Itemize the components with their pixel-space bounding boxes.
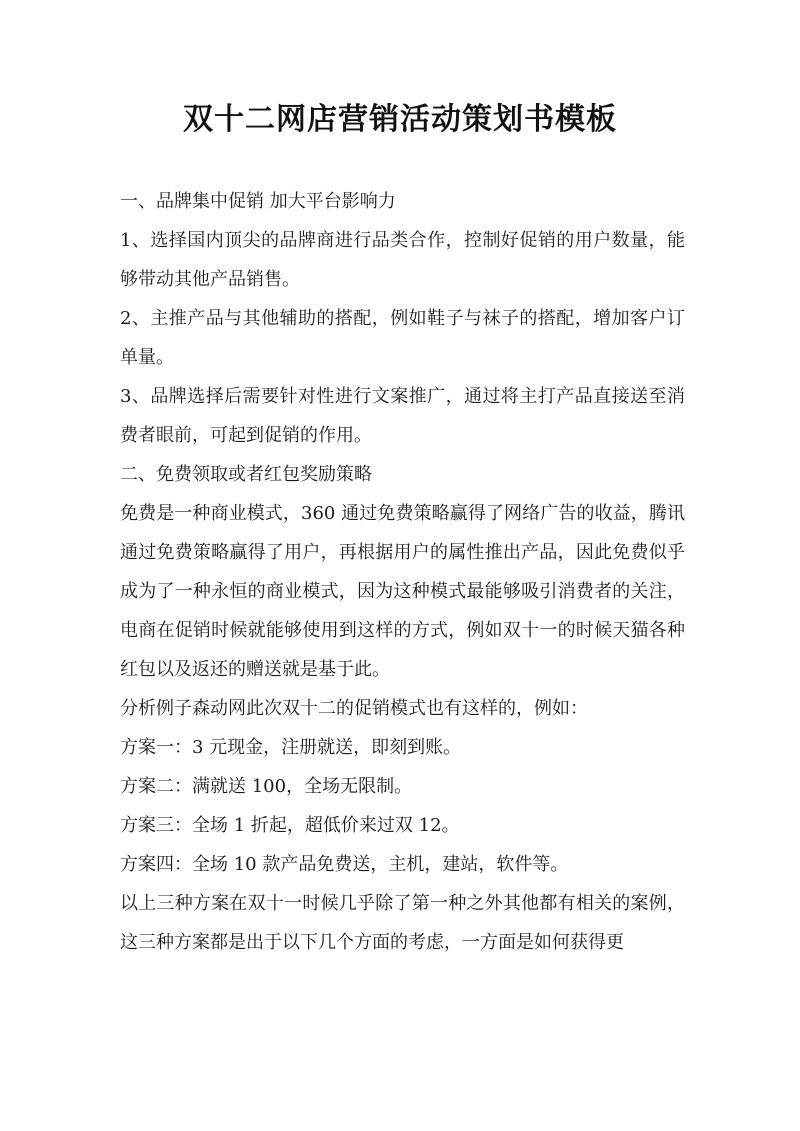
plan-item: 方案四：全场 10 款产品免费送，主机，建站，软件等。 [120, 854, 569, 875]
section-heading-1: 一、品牌集中促销 加大平台影响力 [120, 191, 396, 212]
document-body [120, 182, 685, 962]
paragraph: 以上三种方案在双十一时候几乎除了第一种之外其他都有相关的案例，这三种方案都是出于以下几个方面的考虑，一方面是如何获得更 [120, 893, 685, 953]
paragraph: 3、品牌选择后需要针对性进行文案推广，通过将主打产品直接送至消费者眼前，可起到促销的作用。 [120, 386, 685, 446]
plan-item: 方案二：满就送 100，全场无限制。 [120, 776, 413, 797]
section-heading-2: 二、免费领取或者红包奖励策略 [120, 464, 372, 485]
document-title: 双十二网店营销活动策划书模板 [183, 102, 617, 137]
paragraph: 2、主推产品与其他辅助的搭配，例如鞋子与袜子的搭配，增加客户订单量。 [120, 308, 685, 368]
plan-item: 方案一：3 元现金，注册就送，即刻到账。 [120, 737, 462, 758]
paragraph: 1、选择国内顶尖的品牌商进行品类合作，控制好促销的用户数量，能够带动其他产品销售。 [120, 230, 685, 290]
paragraph: 分析例子森动网此次双十二的促销模式也有这样的，例如： [120, 698, 588, 719]
paragraph: 免费是一种商业模式，360 通过免费策略赢得了网络广告的收益，腾讯通过免费策略赢得了用户，再根据用户的属性推出产品，因此免费似乎成为了一种永恒的商业模式，因为这种模式最能够吸引消费者的关注，电商在促销时候就能够使用到这样的方式，例如双十一的时候天猫各种红包以及返还的赠送就是基于此。 [120, 503, 685, 680]
plan-item: 方案三：全场 1 折起，超低价来过双 12。 [120, 815, 460, 836]
